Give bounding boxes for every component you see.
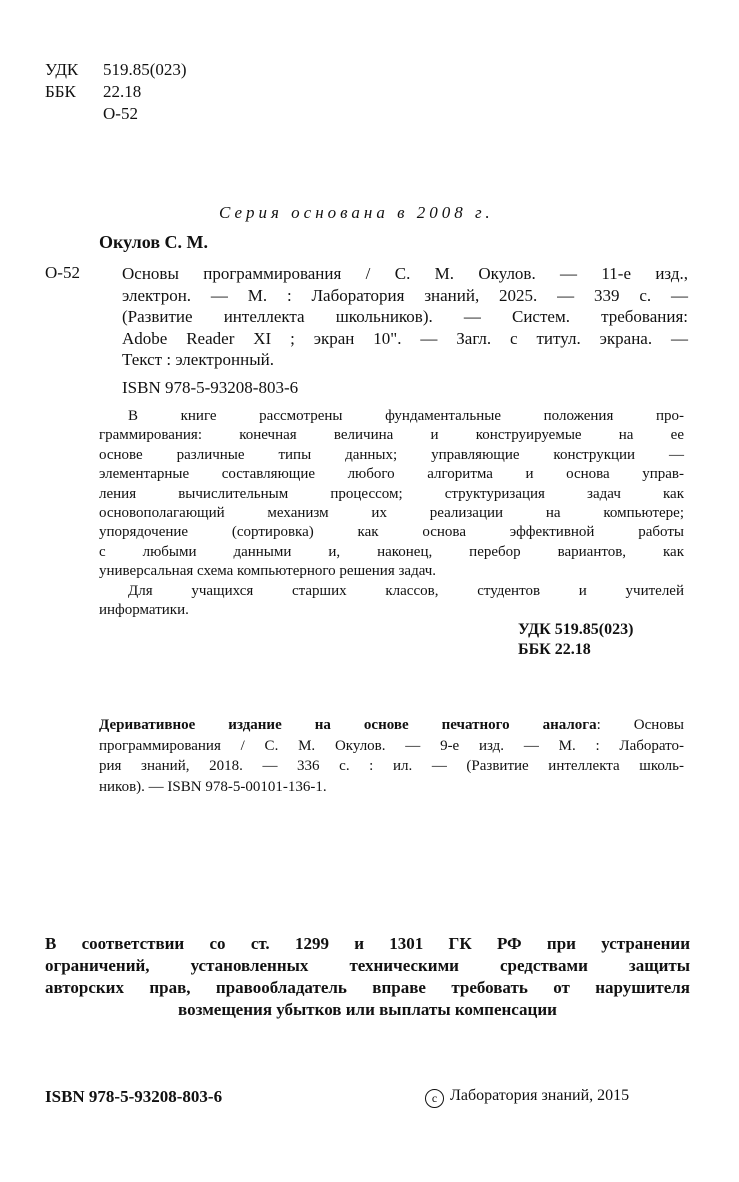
series-note: Серия основана в 2008 г. — [219, 203, 494, 222]
derivative-line — [99, 715, 684, 736]
annotation-line: ления вычислительным процессом; структуризация задач как — [99, 485, 684, 502]
author-heading: Окулов С. М. — [99, 232, 209, 252]
udk-code-bottom: УДК 519.85(023) — [518, 621, 634, 638]
derivative-line1-rest: : Основы — [596, 717, 684, 733]
annotation-line: универсальная схема компьютерного решения задач. — [99, 563, 437, 580]
derivative-line: рия знаний, 2018. — 336 с. : ил. — (Развитие интеллекта школь- — [99, 758, 684, 774]
annotation-line: с любыми данными и, наконец, перебор вариантов, как — [99, 543, 684, 560]
bbk-label: ББК — [45, 82, 76, 101]
copyright-text: Лаборатория знаний, 2015 — [450, 1087, 630, 1104]
annotation-line: основополагающий механизм их реализации на компьютере; — [99, 504, 684, 521]
annotation-line: основе различные типы данных; управляющие конструкции — — [99, 446, 684, 463]
legal-line: возмещения убытков или выплаты компенсации — [178, 1000, 557, 1019]
bbk-value: 22.18 — [103, 82, 142, 101]
entry-code: О-52 — [45, 263, 80, 282]
udk-value: 519.85(023) — [103, 60, 187, 79]
derivative-line: программирования / С. М. Окулов. — 9-е изд. — М. : Лаборато- — [99, 737, 684, 754]
annotation-line: информатики. — [99, 601, 189, 618]
derivative-edition-note — [99, 715, 684, 797]
classification-codes-bottom — [518, 620, 633, 660]
legal-line: авторских прав, правообладатель вправе требовать от нарушителя — [45, 978, 690, 997]
derivative-lead: Деривативное издание на основе печатного аналога — [99, 717, 597, 733]
entry-line: Текст : электронный. — [122, 350, 274, 369]
legal-line: ограничений, установленных техническими средствами защиты — [45, 956, 690, 975]
udk-row — [45, 59, 187, 81]
classification-block — [45, 59, 187, 125]
annotation-line: Для учащихся старших классов, студентов и учителей — [128, 582, 684, 599]
entry-line: Основы программирования / С. М. Окулов. — 11-е изд., — [122, 264, 688, 283]
author-code: О-52 — [103, 104, 138, 123]
legal-notice — [45, 933, 690, 1021]
annotation — [99, 407, 684, 620]
bbk-row — [45, 81, 187, 103]
legal-line: В соответствии со ст. 1299 и 1301 ГК РФ при устранении — [45, 934, 690, 953]
udk-label: УДК — [45, 60, 79, 79]
annotation-line: граммирования: конечная величина и конструируемые на ее — [99, 427, 684, 444]
entry-line: электрон. — М. : Лаборатория знаний, 2025. — 339 с. — — [122, 285, 688, 305]
copyright-icon: c — [425, 1089, 444, 1108]
isbn-footer: ISBN 978-5-93208-803-6 — [45, 1087, 223, 1106]
annotation-line: упорядочение (сортировка) как основа эффективной работы — [99, 524, 684, 541]
isbn-entry: ISBN 978-5-93208-803-6 — [122, 378, 299, 397]
entry-line: (Развитие интеллекта школьников). — Систем. требования: — [122, 307, 688, 326]
bbk-code-bottom: ББК 22.18 — [518, 641, 591, 658]
annotation-line: элементарные составляющие любого алгоритма и основа управ- — [99, 466, 684, 483]
annotation-line: В книге рассмотрены фундаментальные положения про- — [128, 408, 684, 424]
entry-line: Adobe Reader XI ; экран 10". — Загл. с титул. экрана. — — [122, 328, 688, 348]
copyright-notice — [425, 1087, 629, 1108]
derivative-line: ников). — ISBN 978-5-00101-136-1. — [99, 778, 327, 795]
bibliographic-entry — [122, 263, 688, 371]
